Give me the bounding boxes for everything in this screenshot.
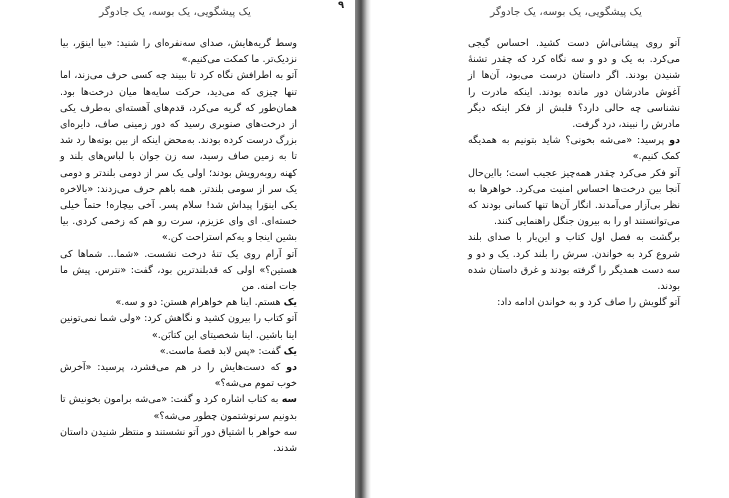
left-page bbox=[0, 0, 355, 498]
right-running-head: یک پیشگویی، یک بوسه، یک جادوگر bbox=[490, 6, 642, 18]
left-running-head: یک پیشگویی، یک بوسه، یک جادوگر bbox=[99, 6, 251, 18]
book-gutter bbox=[355, 0, 371, 498]
paragraph bbox=[60, 392, 297, 424]
paragraph-text: آتو آرام روی یک تنهٔ درخت نشست. «شما... شماها کی هستین؟» اولی که قدبلندترین بود، گفت: «نترس. پیش ما جات امنه. من bbox=[60, 248, 297, 293]
paragraph bbox=[60, 425, 297, 457]
paragraph bbox=[468, 133, 680, 165]
right-page bbox=[371, 0, 729, 498]
paragraph bbox=[60, 360, 297, 392]
page-number: ۹ bbox=[338, 0, 345, 11]
paragraph bbox=[60, 311, 297, 343]
paragraph bbox=[60, 247, 297, 296]
paragraph-text: که دست‌هایش را در هم می‌فشرد، پرسید: «آخرش خوب تموم می‌شه؟» bbox=[60, 362, 297, 390]
paragraph-text: برگشت به فصل اول کتاب و این‌بار با صدای بلند شروع کرد به خواندن. سرش را بلند کرد. یک و دو و سه دست همدیگر را گرفته بودند و غرق داستان شده بودند. bbox=[468, 232, 680, 293]
speaker-name: دو bbox=[669, 135, 680, 147]
paragraph bbox=[60, 295, 297, 311]
paragraph-text: آتو گلویش را صاف کرد و به خواندن ادامه داد: bbox=[497, 297, 680, 309]
paragraph-text: آتو فکر می‌کرد چقدر همه‌چیز عجیب است؛ بااین‌حال آنجا بین درخت‌ها احساس امنیت می‌کرد. خواهرها به نظر بی‌آزار می‌آمدند. انگار آن‌ها تنها کسانی بودند که می‌توانستند او را به بیرون جنگل راهنمایی کنند. bbox=[468, 167, 680, 228]
right-text-block bbox=[468, 36, 680, 311]
speaker-name: سه bbox=[281, 394, 297, 406]
paragraph bbox=[60, 68, 297, 246]
paragraph bbox=[468, 166, 680, 231]
paragraph-text: هستم. اینا هم خواهرام هستن: دو و سه.» bbox=[115, 297, 284, 309]
paragraph-text: گفت: «پس لابد قصهٔ ماست.» bbox=[159, 345, 284, 357]
speaker-name: یک bbox=[283, 345, 297, 357]
speaker-name: یک bbox=[283, 297, 297, 309]
paragraph bbox=[468, 36, 680, 133]
paragraph bbox=[60, 36, 297, 68]
paragraph-text: پرسید: «می‌شه بخونی؟ شاید بتونیم به همدیگه کمک کنیم.» bbox=[468, 135, 680, 163]
paragraph bbox=[468, 295, 680, 311]
paragraph-text: سه خواهر با اشتیاق دور آتو نشستند و منتظر شنیدن داستان شدند. bbox=[60, 426, 297, 455]
paragraph bbox=[468, 230, 680, 295]
paragraph-text: به کتاب اشاره کرد و گفت: «می‌شه برامون بخونیش تا بدونیم سرنوشتمون چطور می‌شه؟» bbox=[60, 394, 297, 422]
paragraph-text: وسط گریه‌هایش، صدای سه‌نفره‌ای را شنید: «بیا اینوَر، بیا نزدیک‌تر. ما کمکت می‌کنیم.» bbox=[60, 38, 297, 66]
paragraph bbox=[60, 344, 297, 360]
paragraph-text: آتو کتاب را بیرون کشید و نگاهش کرد: «ولی شما نمی‌تونین اینا باشین. اینا شخصیتای این کتابَن.» bbox=[60, 313, 297, 341]
left-text-block bbox=[60, 36, 297, 457]
paragraph-text: آتو روی پیشانی‌اش دست کشید. احساس گیجی می‌کرد. به یک و دو و سه نگاه کرد که چقدر تشنهٔ شنیدن بودند. اگر داستان درست می‌بود، آن‌ها از آغوش مادرشان دور مانده بودند. اینکه مادرت را نشناسی چه حالی دارد؟ قلبش از فکر اینکه دیگر مادرش را نبیند، درد گرفت. bbox=[468, 38, 680, 131]
speaker-name: دو bbox=[286, 362, 297, 374]
paragraph-text: آتو به اطرافش نگاه کرد تا ببیند چه کسی حرف می‌زند، اما تنها چیزی که می‌دید، حرکت سایه‌ها میان درخت‌ها بود. همان‌طور که گریه می‌کرد، قدم‌های آهسته‌ای به‌طرف یکی از درخت‌های صنوبری رسید که دور زمینی صاف، دایره‌ای بزرگ درست کرده بودند. به‌محض اینکه از بین بوته‌ها رد شد تا به زمین صاف رسید، سه زن جوان با لباس‌های بلند و کهنه روبه‌رویش بودند؛ اولی یک سر از دومی بلندتر و دومی یک سر از سومی بلندتر. همه باهم حرف می‌زدند: «بالاخره یکی اینوَرا پیداش شد! سلام پسر. آخی بیچاره! حتماً خیلی خسته‌ای. ای وای عزیزم، سرت رو هم که زخمی کردی. بیا بشین اینجا و یه‌کم استراحت کن.» bbox=[60, 70, 297, 244]
